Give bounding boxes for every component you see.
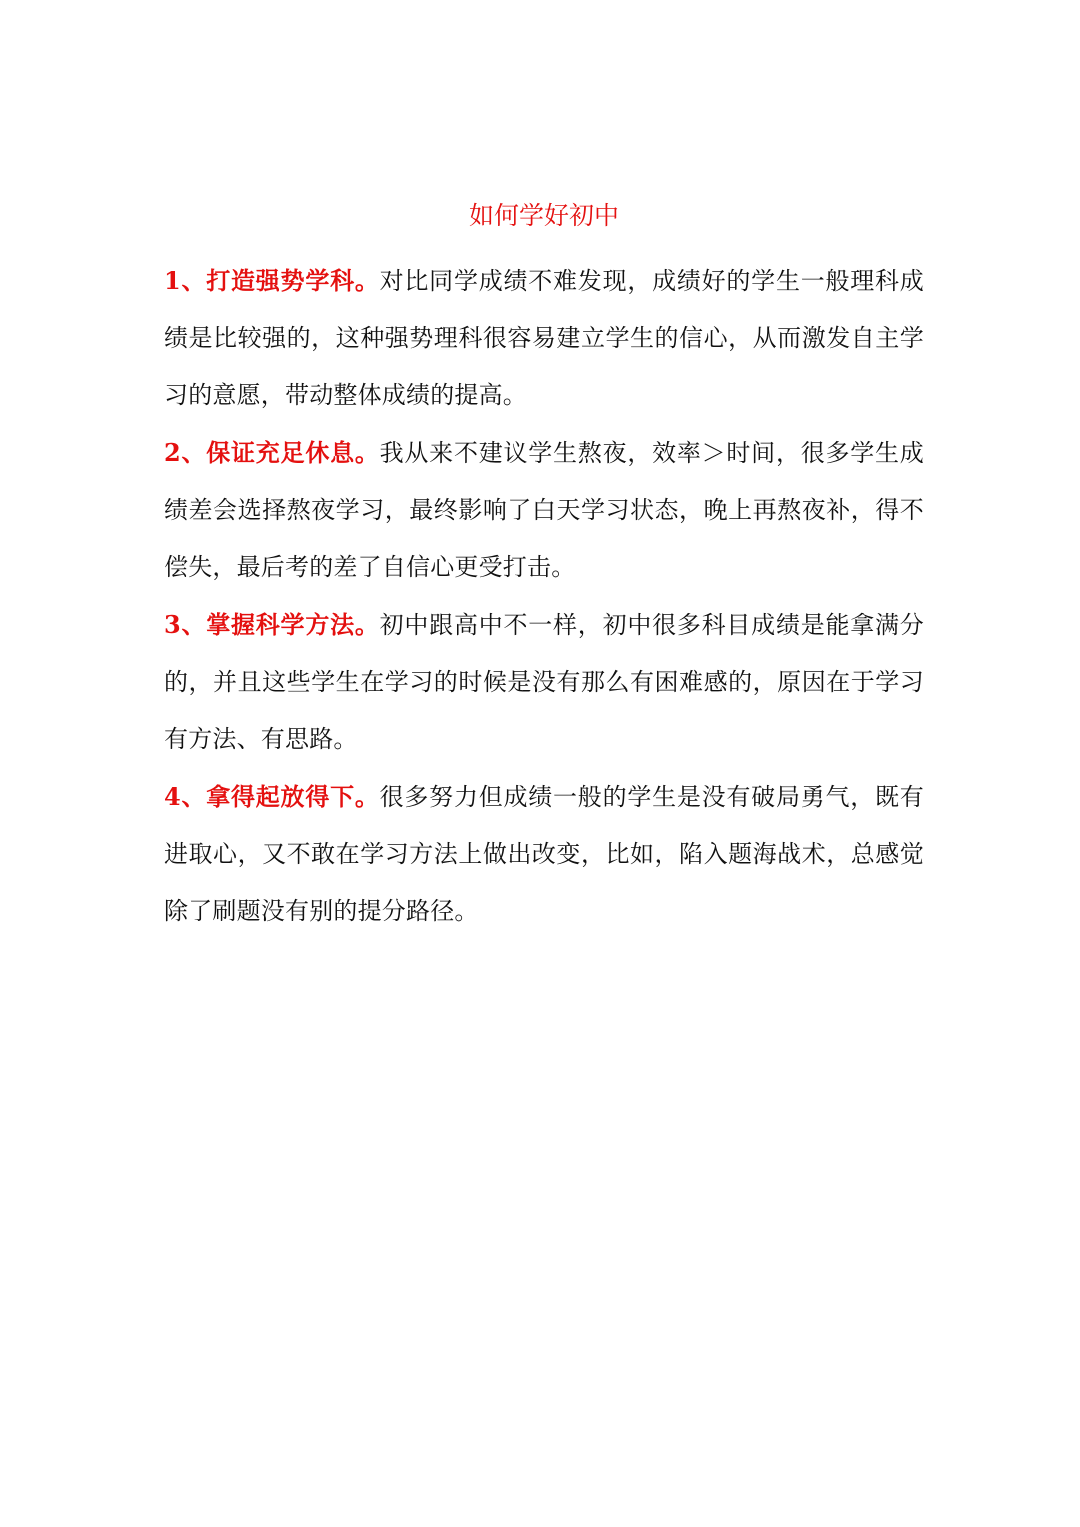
tip-item-2 [164,424,924,596]
tip-body: 对比同学成绩不难发现，成绩好的学生一般理科成绩是比较强的，这种强势理科很容易建立学生的信心，从而激发自主学习的意愿，带动整体成绩的提高。 [164,267,925,409]
tip-item-1 [164,252,924,424]
tip-heading: 1、打造强势学科。 [164,266,380,295]
tip-body: 我从来不建议学生熬夜，效率＞时间，很多学生成绩差会选择熬夜学习，最终影响了白天学习状态，晚上再熬夜补，得不偿失，最后考的差了自信心更受打击。 [164,439,925,581]
tip-item-3 [164,596,924,768]
tip-heading: 2、保证充足休息。 [164,438,380,467]
tip-item-4 [164,768,924,940]
document-page [164,196,924,940]
tip-body: 很多努力但成绩一般的学生是没有破局勇气，既有进取心，又不敢在学习方法上做出改变，比如，陷入题海战术，总感觉除了刷题没有别的提分路径。 [164,783,925,925]
tip-heading: 4、拿得起放得下。 [164,782,380,811]
tip-body: 初中跟高中不一样，初中很多科目成绩是能拿满分的，并且这些学生在学习的时候是没有那么有困难感的，原因在于学习有方法、有思路。 [164,611,925,753]
tip-heading: 3、掌握科学方法。 [164,610,380,639]
document-title: 如何学好初中 [468,201,619,230]
